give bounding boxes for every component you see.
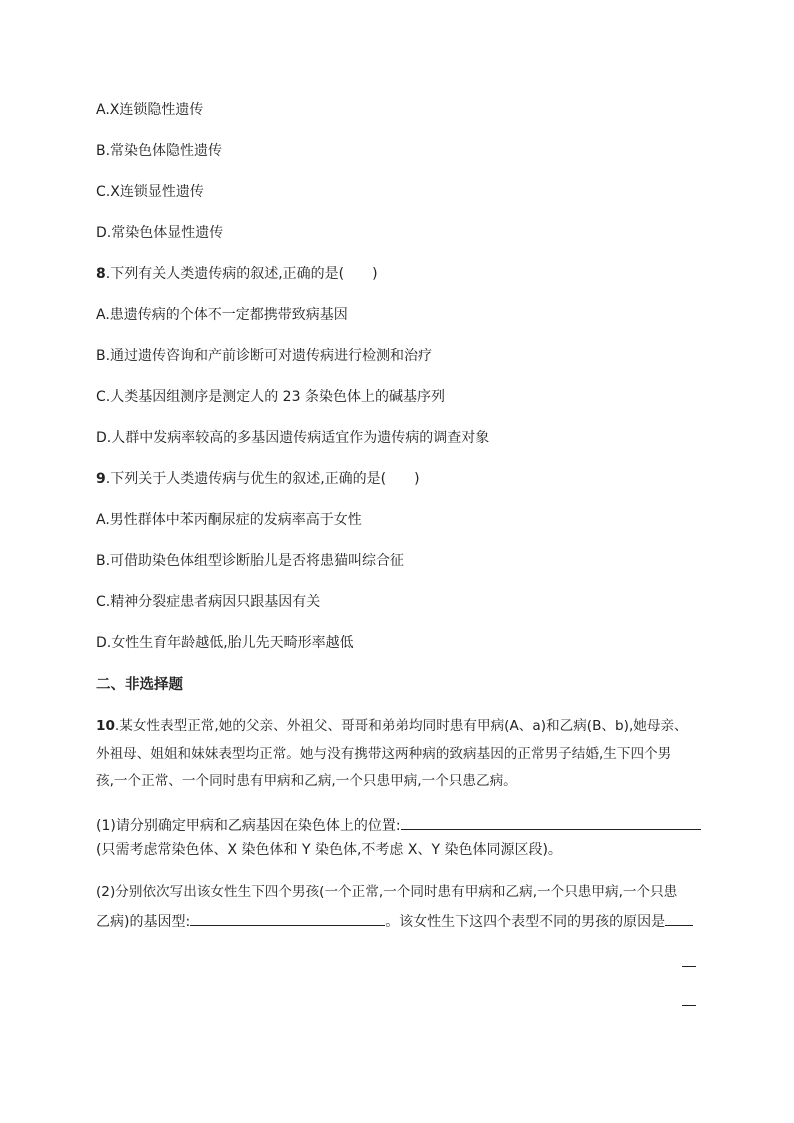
q10-part2-reason-continuation-1[interactable]: [682, 965, 696, 967]
q8-stem-text: .下列有关人类遗传病的叙述,正确的是( ): [105, 266, 378, 282]
q10-part1-answer-blank[interactable]: [401, 813, 701, 830]
q9-stem-text: .下列关于人类遗传病与优生的叙述,正确的是( ): [105, 471, 420, 487]
q9-number: 9: [96, 471, 106, 487]
q10-stem-text-1: .某女性表型正常,她的父亲、外祖父、哥哥和弟弟均同时患有甲病(A、a)和乙病(B、b),她母亲、: [114, 718, 688, 734]
q10-part2-prompt-a: 乙病)的基因型:: [96, 914, 191, 930]
q10-part2-line-1: (2)分别依次写出该女性生下四个男孩(一个正常,一个同时患有甲病和乙病,一个只患甲病,一个只患: [96, 884, 678, 900]
q8-option-a: A.患遗传病的个体不一定都携带致病基因: [96, 307, 348, 323]
q10-part1-prompt: (1)请分别确定甲病和乙病基因在染色体上的位置:: [96, 818, 401, 834]
q8-stem: [96, 264, 378, 284]
q10-stem-line-2: 外祖母、姐姐和妹妹表型均正常。她与没有携带这两种病的致病基因的正常男子结婚,生下四个男: [96, 746, 672, 762]
q8-number: 8: [96, 266, 106, 282]
q8-option-d: D.人群中发病率较高的多基因遗传病适宜作为遗传病的调查对象: [96, 430, 490, 446]
q10-part2-line-2: [96, 909, 693, 932]
q7-option-b: B.常染色体隐性遗传: [96, 143, 223, 159]
q9-option-a: A.男性群体中苯丙酮尿症的发病率高于女性: [96, 512, 362, 528]
q7-option-d: D.常染色体显性遗传: [96, 225, 224, 241]
q10-part2-reason-blank[interactable]: [665, 909, 693, 926]
q10-part1-line-1: [96, 813, 701, 836]
q10-number: 10: [96, 718, 115, 734]
q10-part2-reason-continuation-2[interactable]: [682, 1004, 696, 1006]
q8-option-c: C.人类基因组测序是测定人的 23 条染色体上的碱基序列: [96, 389, 445, 405]
q7-option-c: C.X连锁显性遗传: [96, 184, 204, 200]
q10-stem-line-1: [96, 716, 688, 736]
q10-stem-line-3: 孩,一个正常、一个同时患有甲病和乙病,一个只患甲病,一个只患乙病。: [96, 773, 517, 789]
q7-option-a: A.X连锁隐性遗传: [96, 102, 204, 118]
q10-part2-prompt-b: 。该女性生下这四个表型不同的男孩的原因是: [385, 914, 666, 930]
q8-option-b: B.通过遗传咨询和产前诊断可对遗传病进行检测和治疗: [96, 348, 433, 364]
section-title: 二、非选择题: [96, 677, 183, 693]
q10-part1-line-2: (只需考虑常染色体、X 染色体和 Y 染色体,不考虑 X、Y 染色体同源区段)。: [96, 842, 562, 858]
q10-part2-genotype-blank[interactable]: [190, 909, 385, 926]
q9-option-b: B.可借助染色体组型诊断胎儿是否将患猫叫综合征: [96, 553, 405, 569]
q9-option-c: C.精神分裂症患者病因只跟基因有关: [96, 594, 321, 610]
q9-option-d: D.女性生育年龄越低,胎儿先天畸形率越低: [96, 635, 354, 651]
q9-stem: [96, 469, 420, 489]
